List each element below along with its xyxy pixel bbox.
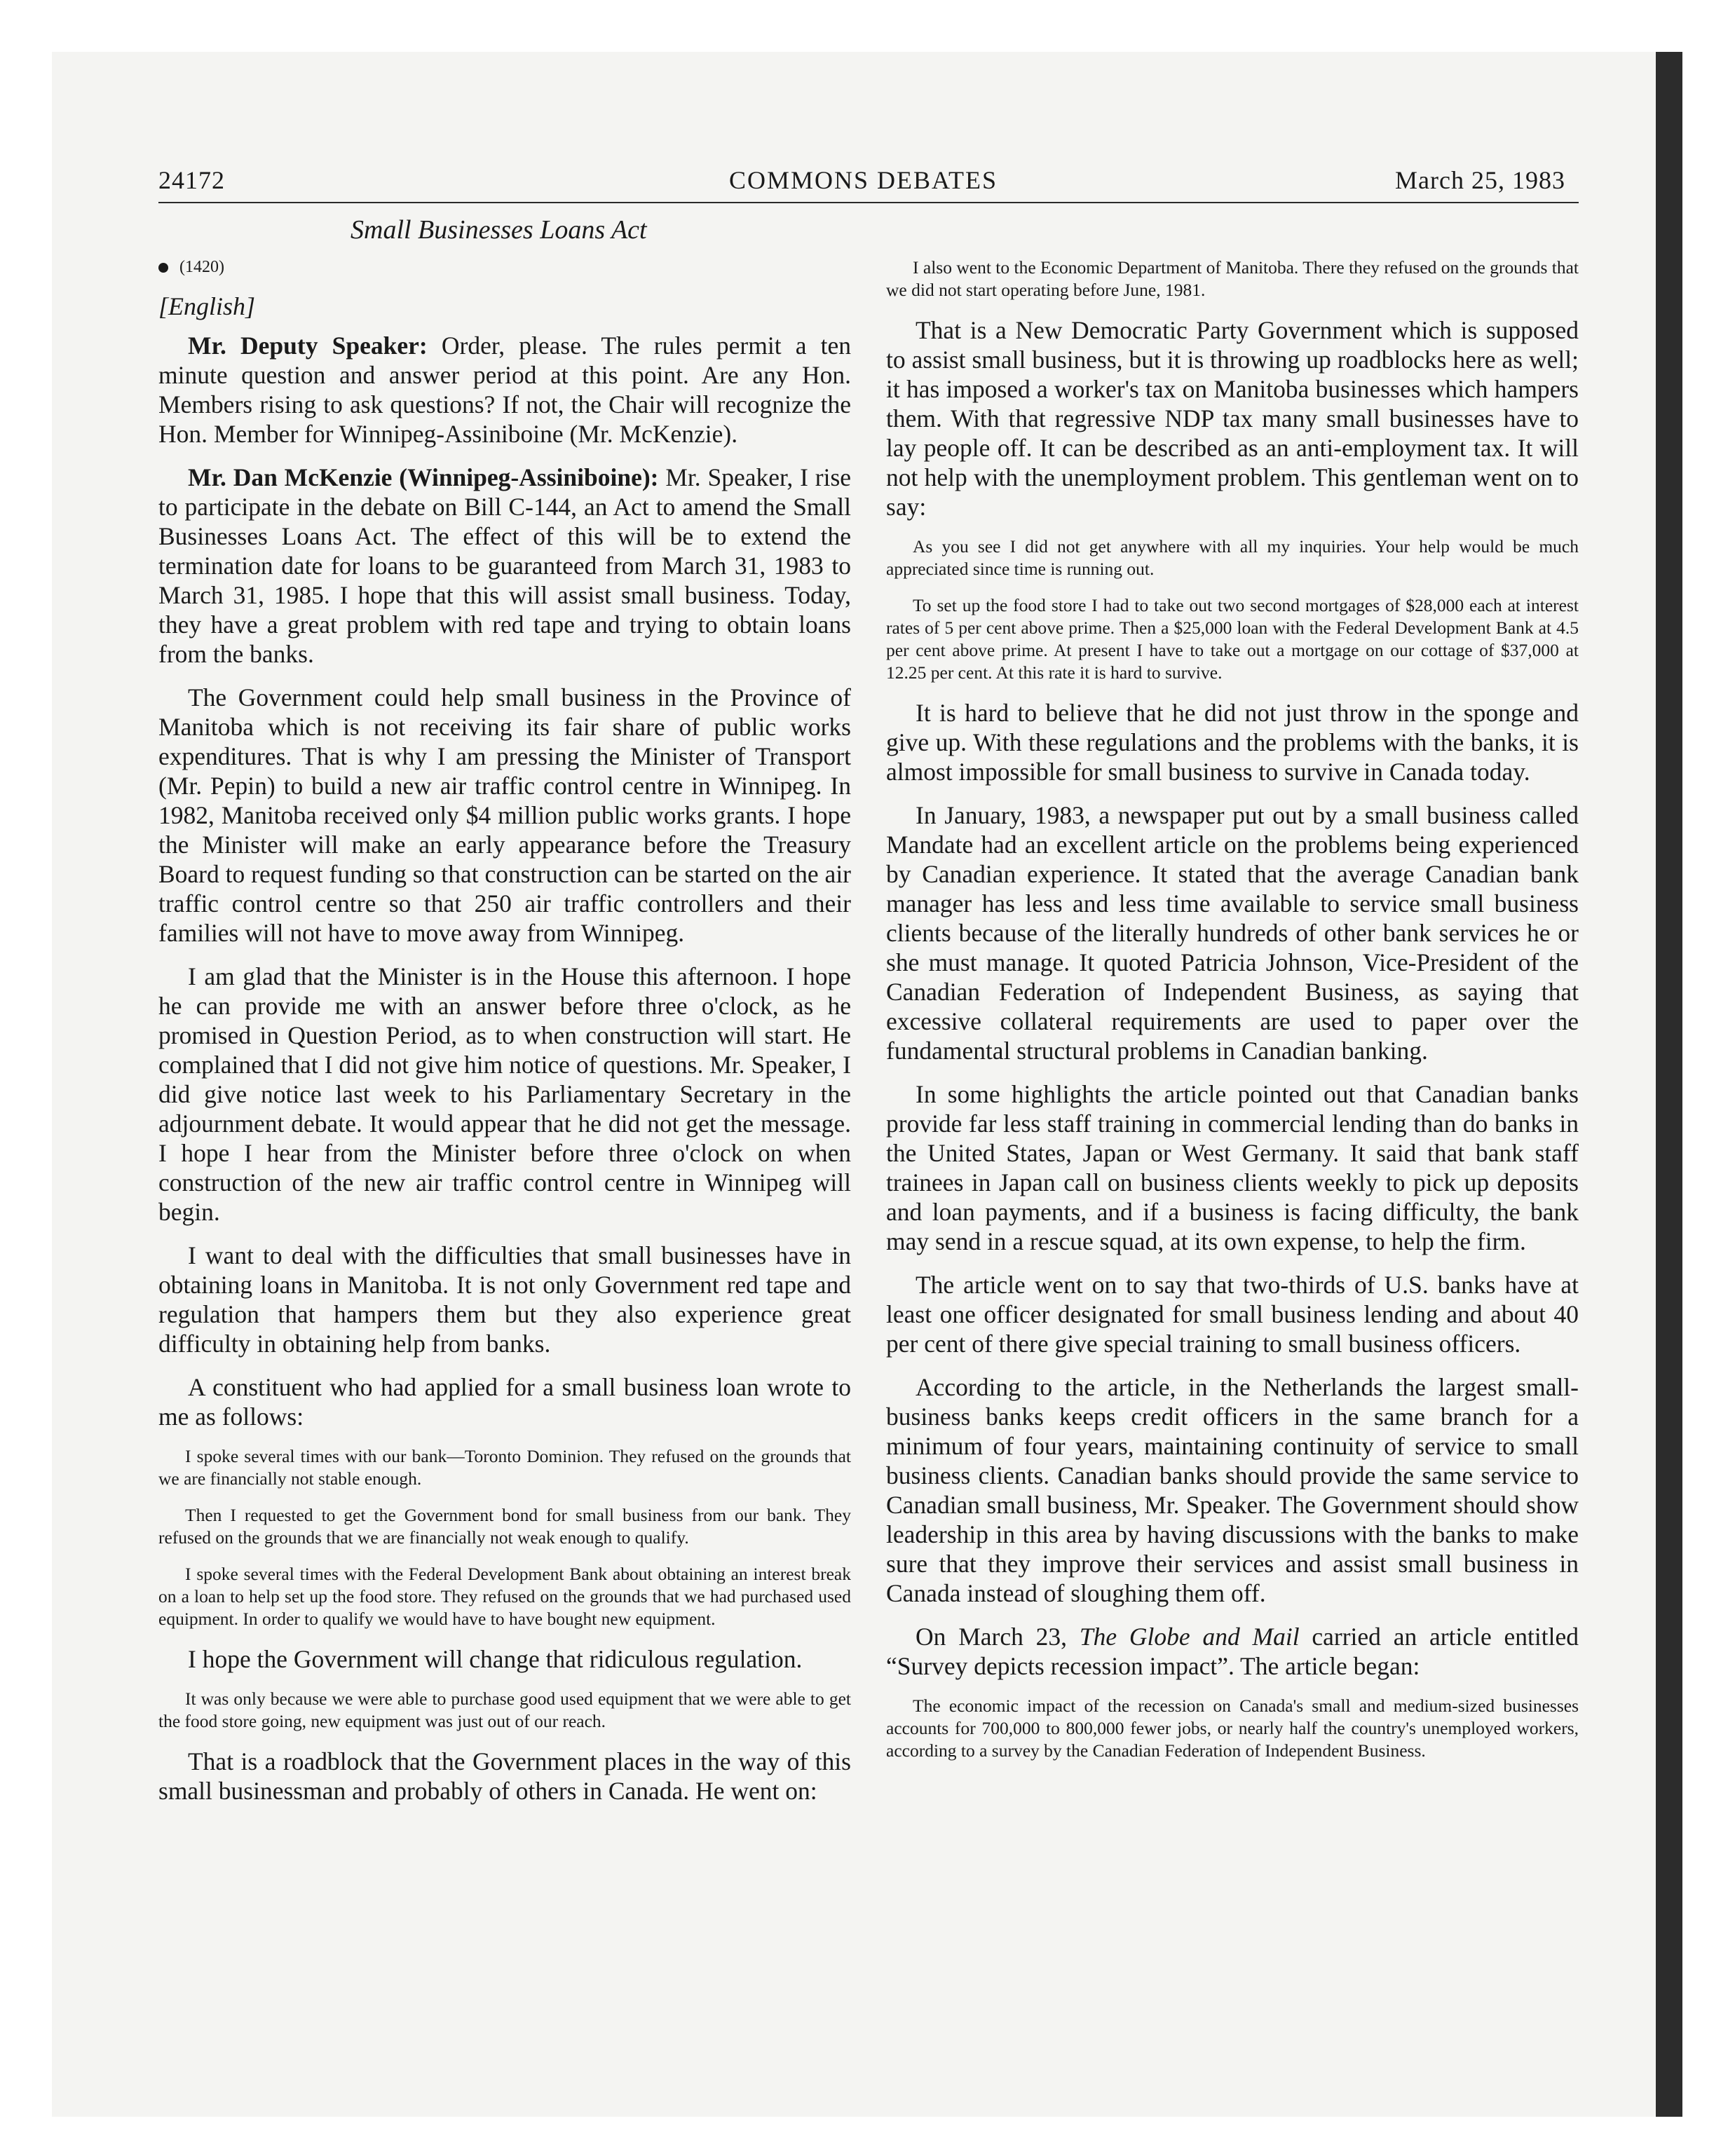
- scan-edge-shadow: [1656, 52, 1682, 2117]
- speech-text: On March 23,: [916, 1623, 1068, 1651]
- quoted-letter: I spoke several times with the Federal Development Bank about obtaining an interest break on a loan to help set up the food store. They refused on the grounds that we had purchased used equipment. In order to qualify we would have to have bought new equipment.: [158, 1564, 851, 1629]
- paragraph: It is hard to believe that he did not just throw in the sponge and give up. With these regulations and the problems with the banks, it is almost impossible for small business to survive in Canada today.: [886, 699, 1579, 786]
- paragraph: According to the article, in the Netherlands the largest small-business banks keeps credit officers in the same branch for a minimum of four years, maintaining continuity of service to small business clients. Canadian banks should provide the same service to Canadian small business, Mr. Speaker. The Government should show leadership in this area by having discussions with the banks to make sure that they improve their services and assist small business in Canada instead of sloughing them off.: [886, 1373, 1579, 1607]
- paragraph: The Government could help small business in the Province of Manitoba which is not receiving its fair share of public works expenditures. That is why I am pressing the Minister of Transport (Mr. Pepin) to build a new air traffic control centre in Winnipeg. In 1982, Manitoba received only $4 million public works grants. I hope the Minister will make an early appearance before the Treasury Board to request funding so that construction can be started on the air traffic control centre so that 250 air traffic controllers and their families will not have to move away from Winnipeg.: [158, 683, 851, 947]
- speech-text: carried an article entitled “Survey depicts recession impact”. The article began:: [886, 1623, 1579, 1680]
- paragraph: A constituent who had applied for a small business loan wrote to me as follows:: [158, 1373, 851, 1431]
- paragraph: I am glad that the Minister is in the House this afternoon. I hope he can provide me with an answer before three o'clock, as he promised in Question Period, as to when construction will start. He complained that I did not give him notice of questions. Mr. Speaker, I did give notice last week to his Parliamentary Secretary in the adjournment debate. It would appear that he did not get the message. I hope I hear from the Minister before three o'clock on when construction of the new air traffic control centre in Winnipeg will begin.: [158, 962, 851, 1226]
- publication-title: COMMONS DEBATES: [729, 166, 998, 194]
- newspaper-title: The Globe and Mail: [1079, 1623, 1300, 1651]
- speech-text: Mr. Speaker, I rise to participate in the debate on Bill C-144, an Act to amend the Small Businesses Loans Act. The effect of this will be to extend the termination date for loans to be guaranteed from March 31, 1983 to March 31, 1985. I hope that this will assist small business. Today, they have a great problem with red tape and trying to obtain loans from the banks.: [158, 463, 852, 668]
- paragraph: [158, 463, 851, 669]
- paragraph: The article went on to say that two-thirds of U.S. banks have at least one officer designated for small business lending and about 40 per cent of there give special training to small business officers.: [886, 1271, 1579, 1358]
- paragraph: I hope the Government will change that ridiculous regulation.: [188, 1645, 803, 1673]
- time-stamp: [158, 257, 851, 278]
- paragraph: That is a New Democratic Party Government which is supposed to assist small business, but it is throwing up roadblocks here as well; it has imposed a worker's tax on Manitoba businesses which hampers them. With that regressive NDP tax many small businesses have to lay people off. It can be described as an anti-employment tax. It will not help with the unemployment problem. This gentleman went on to say:: [886, 316, 1579, 521]
- quoted-letter: I spoke several times with our bank—Toronto Dominion. They refused on the grounds that we are financially not stable enough.: [158, 1446, 851, 1489]
- page-number: 24172: [158, 166, 225, 194]
- paragraph: In January, 1983, a newspaper put out by a small business called Mandate had an excellent article on the problems being experienced by Canadian experience. It stated that the average Canadian bank manager has less and less time available to service small business clients because of the literally hundreds of other bank services he or she must manage. It quoted Patricia Johnson, Vice-President of the Canadian Federation of Independent Business, as saying that excessive collateral requirements are used to paper over the fundamental structural problems in Canadian banking.: [886, 801, 1579, 1065]
- paragraph: I want to deal with the difficulties that small businesses have in obtaining loans in Manitoba. It is not only Government red tape and regulation that hampers them but they also experience great difficulty in obtaining help from banks.: [158, 1241, 851, 1358]
- running-head: Small Businesses Loans Act: [351, 215, 647, 245]
- quoted-article: The economic impact of the recession on Canada's small and medium-sized businesses accounts for 700,000 to 800,000 fewer jobs, or nearly half the country's unemployed workers, according to a survey by the Canadian Federation of Independent Business.: [886, 1696, 1579, 1761]
- left-column: [158, 257, 851, 1820]
- quoted-letter: Then I requested to get the Government bond for small business from our bank. They refused on the grounds that we are financially not weak enough to qualify.: [158, 1505, 851, 1548]
- speaker-name: Mr. Deputy Speaker:: [188, 332, 428, 360]
- paragraph: In some highlights the article pointed out that Canadian banks provide far less staff training in commercial lending than do banks in the United States, Japan or West Germany. It said that bank staff trainees in Japan call on business clients weekly to pick up deposits and loan payments, and if a business is facing difficulty, the bank may send in a rescue squad, at its own expense, to help the firm.: [886, 1080, 1579, 1255]
- speaker-name: Mr. Dan McKenzie (Winnipeg-Assiniboine):: [188, 463, 659, 491]
- time-stamp-text: (1420): [179, 258, 224, 276]
- paragraph: That is a roadblock that the Government places in the way of this small businessman and probably of others in Canada. He went on:: [158, 1747, 851, 1805]
- page-date: March 25, 1983: [1395, 166, 1565, 194]
- quoted-letter: As you see I did not get anywhere with all my inquiries. Your help would be much appreciated since time is running out.: [886, 536, 1579, 579]
- quoted-letter: To set up the food store I had to take out two second mortgages of $28,000 each at interest rates of 5 per cent above prime. Then a $25,000 loan with the Federal Development Bank at 4.5 per cent above prime. At present I have to take out a mortgage on our cottage of $37,000 at 12.25 per cent. At this rate it is hard to survive.: [886, 595, 1579, 683]
- header-rule: [158, 202, 1579, 203]
- paragraph: [158, 331, 851, 449]
- quoted-letter: It was only because we were able to purchase good used equipment that we were able to get the food store going, new equipment was just out of our reach.: [158, 1688, 851, 1731]
- bullet-icon: [158, 263, 168, 273]
- quoted-letter: I also went to the Economic Department of Manitoba. There they refused on the grounds that we did not start operating before June, 1981.: [886, 257, 1579, 300]
- language-marker: [English]: [158, 292, 256, 320]
- speech-text: Order, please. The rules permit a ten minute question and answer period at this point. Are any Hon. Members rising to ask questions? If not, the Chair will recognize the Hon. Member for Winnipeg-Assiniboine (Mr. McKenzie).: [158, 332, 852, 448]
- paragraph: [886, 1622, 1579, 1681]
- right-column: [886, 257, 1579, 1776]
